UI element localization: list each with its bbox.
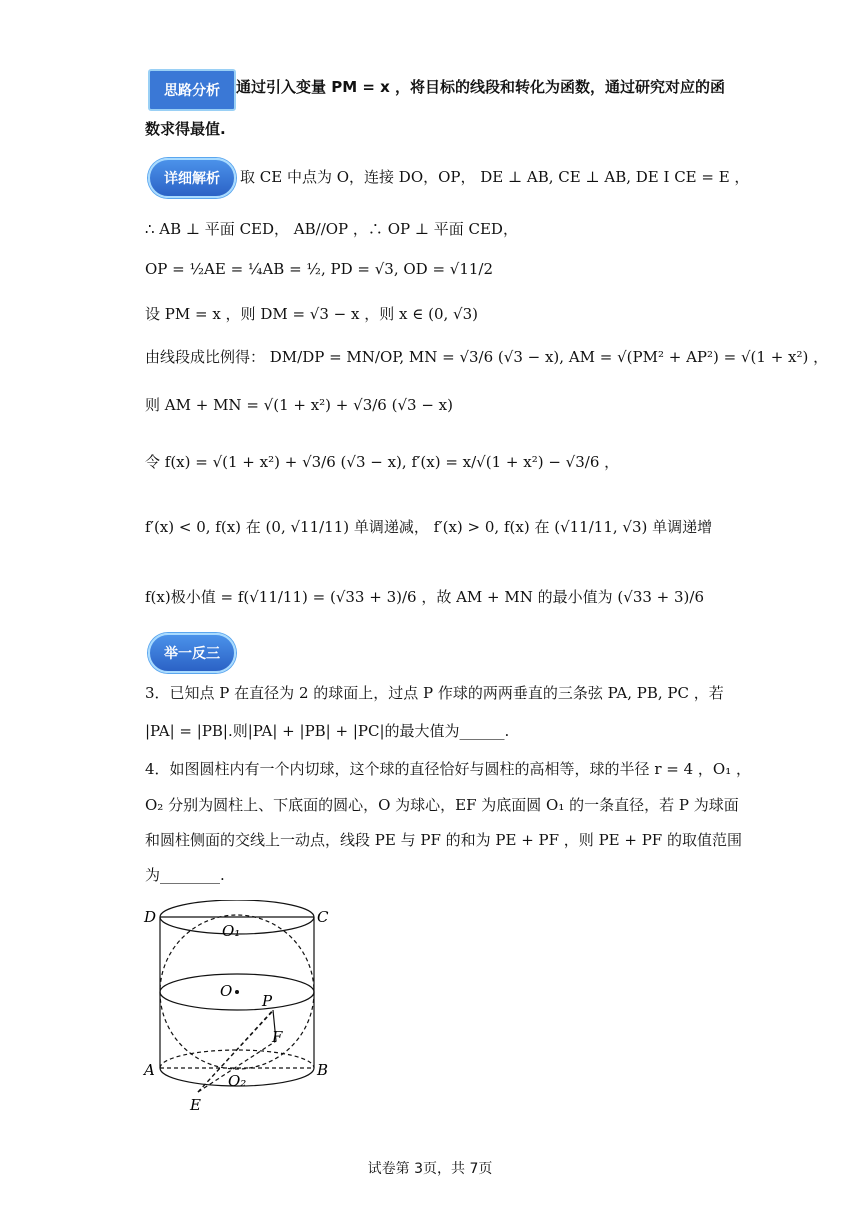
analysis-text-line-1: 通过引入变量 PM = x ，将目标的线段和转化为函数，通过研究对应的函 <box>236 78 726 96</box>
solution-line-6: 则 AM + MN = √(1 + x²) + √3/6 (√3 − x) <box>145 396 453 414</box>
question-3-line-2: |PA| = |PB|.则|PA| + |PB| + |PC|的最大值为______. <box>145 722 510 740</box>
label-E: E <box>190 1096 201 1114</box>
page-footer: 试卷第 3页，共 7页 <box>367 1161 493 1177</box>
question-4-line-1: 4．如图圆柱内有一个内切球，这个球的直径恰好与圆柱的高相等，球的半径 r = 4 ，O₁ ， <box>145 760 751 778</box>
solution-line-3: OP = ½AE = ¼AB = ½, PD = √3, OD = √11/2 <box>145 260 494 278</box>
label-D: D <box>144 908 157 926</box>
solution-line-2: ∴ AB ⊥ 平面 CED， AB//OP ，∴ OP ⊥ 平面 CED， <box>145 220 518 238</box>
label-O: O <box>220 982 233 1000</box>
solution-line-1: 取 CE 中点为 O，连接 DO，OP， DE ⊥ AB, CE ⊥ AB, DE I CE = E ， <box>240 168 750 186</box>
solution-line-4: 设 PM = x ，则 DM = √3 − x ，则 x ∈ (0, √3) <box>145 305 478 323</box>
question-4-line-4: 为________. <box>145 866 225 884</box>
solution-badge: 详细解析 <box>148 158 236 198</box>
solution-line-9: f(x)极小值 = f(√11/11) = (√33 + 3)/6 ，故 AM + MN 的最小值为 (√33 + 3)/6 <box>145 588 705 606</box>
analysis-badge: 思路分析 <box>148 69 236 111</box>
label-A: A <box>144 1061 155 1079</box>
question-4-line-3: 和圆柱侧面的交线上一动点，线段 PE 与 PF 的和为 PE + PF ，则 PE + PF 的取值范围 <box>145 831 742 849</box>
analysis-text-line-2: 数求得最值. <box>145 120 226 138</box>
label-C: C <box>317 908 329 926</box>
cylinder-sphere-figure <box>140 900 340 1115</box>
label-P: P <box>262 992 273 1010</box>
solution-line-5: 由线段成比例得： DM/DP = MN/OP, MN = √3/6 (√3 − x), AM = √(PM² + AP²) = √(1 + x²) ， <box>145 348 829 366</box>
question-3-line-1: 3．已知点 P 在直径为 2 的球面上，过点 P 作球的两两垂直的三条弦 PA, PB, PC ，若 <box>145 684 724 702</box>
label-O2: O₂ <box>228 1072 247 1090</box>
label-B: B <box>317 1061 329 1079</box>
solution-line-7: 令 f(x) = √(1 + x²) + √3/6 (√3 − x), f′(x) = x/√(1 + x²) − √3/6 ， <box>145 453 620 471</box>
label-F: F <box>272 1028 283 1046</box>
label-O1: O₁ <box>222 922 241 940</box>
solution-line-8: f′(x) < 0, f(x) 在 (0, √11/11) 单调递减， f′(x) > 0, f(x) 在 (√11/11, √3) 单调递增 <box>145 518 713 536</box>
question-4-line-2: O₂ 分别为圆柱上、下底面的圆心，O 为球心，EF 为底面圆 O₁ 的一条直径，若 P 为球面 <box>145 796 739 814</box>
practice-badge: 举一反三 <box>148 633 236 673</box>
